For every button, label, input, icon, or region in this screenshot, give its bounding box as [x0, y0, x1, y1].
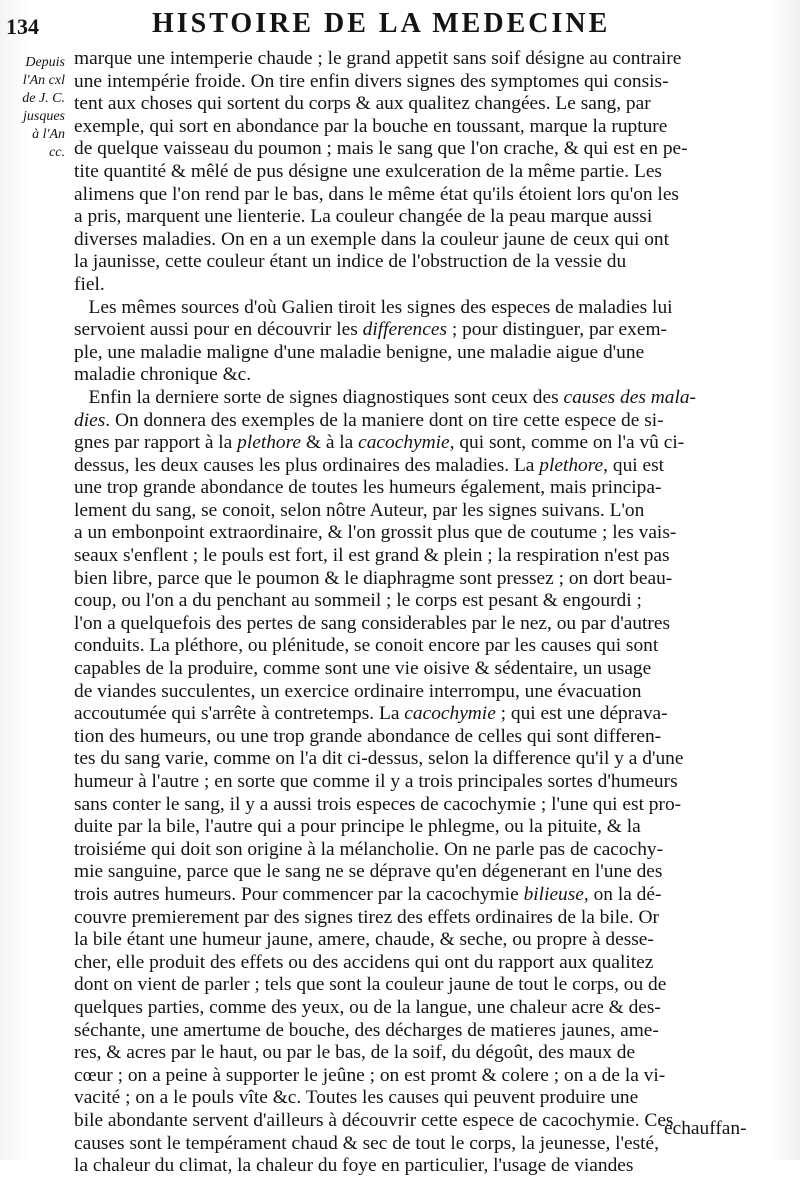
margin-note-line: cc.	[49, 145, 65, 160]
text-line	[74, 1020, 752, 1043]
text-run: une trop grande abondance de toutes les humeurs également, mais principa-	[74, 477, 662, 499]
italic-term: differences	[362, 319, 447, 341]
text-line	[74, 1087, 752, 1110]
text-line	[74, 116, 752, 139]
italic-term: dies	[74, 409, 106, 431]
text-run: sans conter le sang, il y a aussi trois especes de cacochymie ; l'une qui est pro-	[74, 793, 682, 815]
text-run: res, & acres par le haut, ou par le bas, de la soif, du dégoût, des maux de	[74, 1042, 636, 1064]
text-line	[74, 342, 752, 365]
text-run: , on la dé-	[583, 883, 662, 905]
catchword: échauffan-	[664, 1118, 747, 1139]
text-line	[74, 974, 752, 997]
text-line	[74, 251, 752, 274]
text-run: conduits. La pléthore, ou plénitude, se conoit encore par les causes qui sont	[74, 635, 659, 657]
text-line	[74, 545, 752, 568]
body-text	[74, 48, 752, 1178]
text-line	[74, 997, 752, 1020]
text-run: capables de la produire, comme sont une vie oisive & sédentaire, un usage	[74, 658, 652, 680]
text-run: & à la	[301, 432, 359, 454]
text-line	[74, 500, 752, 523]
text-run: une intempérie froide. On tire enfin divers signes des symptomes qui consis-	[74, 70, 669, 92]
text-line	[74, 1110, 752, 1133]
margin-note-line: de J. C.	[22, 91, 65, 106]
text-run: bile abondante servent d'ailleurs à découvrir cette espece de cacochymie. Ces	[74, 1109, 674, 1131]
text-line	[74, 590, 752, 613]
italic-term: cacochymie	[404, 703, 496, 725]
text-run: tite quantité & mêlé de pus désigne une exulceration de la même partie. Les	[74, 160, 662, 182]
text-line	[74, 364, 752, 387]
text-line	[74, 455, 752, 478]
text-line	[74, 658, 752, 681]
text-line	[74, 229, 752, 252]
italic-term: cacochymie	[358, 432, 450, 454]
text-run: tes du sang varie, comme on l'a dit ci-dessus, selon la difference qu'il y a d'une	[74, 748, 684, 770]
text-run: , qui sont, comme on l'a vû ci-	[449, 432, 685, 454]
text-line	[74, 477, 752, 500]
text-run: duite par la bile, l'autre qui a pour principe le phlegme, ou la pituite, & la	[74, 816, 641, 838]
text-run: , qui est	[603, 454, 665, 476]
text-line	[74, 635, 752, 658]
text-line	[74, 952, 752, 975]
text-line	[74, 161, 752, 184]
italic-term: bilieuse	[523, 883, 584, 905]
text-run: Les mêmes sources d'où Galien tiroit les signes des especes de maladies lui	[74, 296, 673, 318]
text-line	[74, 71, 752, 94]
text-line	[74, 703, 752, 726]
text-run: cœur ; on a peine à supporter le jeûne ; on est promt & colere ; on a de la vi-	[74, 1064, 666, 1086]
text-run: séchante, une amertume de bouche, des décharges de matieres jaunes, ame-	[74, 1019, 659, 1041]
text-run: ple, une maladie maligne d'une maladie benigne, une maladie aigue d'une	[74, 341, 645, 363]
text-run: troisiéme qui doit son origine à la mélancholie. On ne parle pas de cacochy-	[74, 838, 664, 860]
text-line	[74, 274, 752, 297]
text-run: tion des humeurs, ou une trop grande abondance de celles qui sont differen-	[74, 725, 662, 747]
text-line	[74, 929, 752, 952]
text-line	[74, 726, 752, 749]
text-line	[74, 568, 752, 591]
text-run: dessus, les deux causes les plus ordinaires des maladies. La	[74, 454, 540, 476]
text-line	[74, 613, 752, 636]
text-line	[74, 907, 752, 930]
text-run: la bile étant une humeur jaune, amere, chaude, & seche, ou propre à desse-	[74, 929, 654, 951]
text-line	[74, 297, 752, 320]
text-run: exemple, qui sort en abondance par la bouche en toussant, marque la rupture	[74, 115, 668, 137]
text-line	[74, 138, 752, 161]
text-line	[74, 839, 752, 862]
text-run: cher, elle produit des effets ou des accidens qui ont du rapport aux qualitez	[74, 951, 654, 973]
text-run: diverses maladies. On en a un exemple dans la couleur jaune de ceux qui ont	[74, 228, 669, 250]
text-run: mie sanguine, parce que le sang ne se déprave qu'en dégenerant en l'une des	[74, 861, 663, 883]
margin-note-line: Depuis	[25, 55, 65, 70]
text-line	[74, 387, 752, 410]
text-run: dont on vient de parler ; tels que sont la couleur jaune de tout le corps, ou de	[74, 974, 667, 996]
text-run: servoient aussi pour en découvrir les	[74, 319, 363, 341]
text-run: vacité ; on a le pouls vîte &c. Toutes les causes qui peuvent produire une	[74, 1087, 639, 1109]
text-run: la jaunisse, cette couleur étant un indice de l'obstruction de la vessie du	[74, 251, 627, 273]
text-run: lement du sang, se conoit, selon nôtre Auteur, par les signes suivans. L'on	[74, 499, 645, 521]
text-line	[74, 861, 752, 884]
text-run: marque une intemperie chaude ; le grand appetit sans soif désigne au contraire	[74, 48, 682, 69]
margin-note-line: jusques	[23, 109, 65, 124]
text-run: l'on a quelquefois des pertes de sang considerables par le nez, ou par d'autres	[74, 612, 671, 634]
page-number: 134	[6, 14, 39, 39]
text-run: seaux s'enflent ; le pouls est fort, il est grand & plein ; la respiration n'est pas	[74, 545, 670, 567]
text-line	[74, 206, 752, 229]
running-head	[6, 6, 766, 46]
text-line	[74, 48, 752, 71]
text-line	[74, 884, 752, 907]
text-run: la chaleur du climat, la chaleur du foye en particulier, l'usage de viandes	[74, 1155, 634, 1177]
text-line	[74, 794, 752, 817]
text-run: de viandes succulentes, un exercice ordinaire interrompu, une évacuation	[74, 680, 642, 702]
text-run: humeur à l'autre ; en sorte que comme il y a trois principales sortes d'humeurs	[74, 771, 678, 792]
text-line	[74, 681, 752, 704]
text-line	[74, 319, 752, 342]
text-run: a un embonpoint extraordinaire, & l'on grossit plus que de coutume ; les vais-	[74, 522, 677, 544]
text-run: quelques parties, comme des yeux, ou de la langue, une chaleur acre & des-	[74, 996, 661, 1018]
text-line	[74, 93, 752, 116]
text-run: alimens que l'on rend par le bas, dans le même état qu'ils étoient lors qu'on les	[74, 183, 679, 205]
text-run: trois autres humeurs. Pour commencer par la cacochymie	[74, 883, 524, 905]
text-run: . On donnera des exemples de la maniere dont on tire cette espece de si-	[105, 409, 664, 431]
text-line	[74, 432, 752, 455]
text-run: ; pour distinguer, par exem-	[447, 319, 667, 341]
italic-term: plethore	[539, 454, 604, 476]
text-run: a pris, marquent une lienterie. La couleur changée de la peau marque aussi	[74, 206, 653, 228]
text-line	[74, 1133, 752, 1156]
text-run: de quelque vaisseau du poumon ; mais le sang que l'on crache, & qui est en pe-	[74, 138, 688, 160]
text-run: bien libre, parce que le poumon & le diaphragme sont pressez ; on dort beau-	[74, 567, 673, 589]
text-line	[74, 1155, 752, 1178]
text-run: fiel.	[74, 273, 105, 295]
text-run: tent aux choses qui sortent du corps & aux qualitez changées. Le sang, par	[74, 93, 651, 115]
text-line	[74, 748, 752, 771]
text-run: Enfin la derniere sorte de signes diagnostiques sont ceux des	[74, 386, 564, 408]
margin-note	[3, 54, 65, 162]
text-run: maladie chronique &c.	[74, 364, 252, 386]
italic-term: plethore	[237, 432, 302, 454]
italic-term: causes des mala-	[563, 386, 696, 408]
margin-note-line: à l'An	[32, 127, 65, 142]
text-run: couvre premierement par des signes tirez des effets ordinaires de la bile. Or	[74, 906, 659, 928]
text-run: coup, ou l'on a du penchant au sommeil ; le corps est pesant & engourdi ;	[74, 590, 642, 612]
book-title: HISTOIRE DE LA MEDECINE	[152, 8, 611, 39]
text-run: gnes par rapport à la	[74, 432, 238, 454]
text-line	[74, 771, 752, 794]
text-line	[74, 410, 752, 433]
text-line	[74, 1042, 752, 1065]
margin-note-line: l'An cxl	[22, 73, 65, 88]
text-run: accoutumée qui s'arrête à contretemps. La	[74, 703, 405, 725]
text-line	[74, 184, 752, 207]
text-run: ; qui est une déprava-	[495, 703, 668, 725]
text-line	[74, 522, 752, 545]
text-run: causes sont le tempérament chaud & sec de tout le corps, la jeunesse, l'esté,	[74, 1132, 660, 1154]
text-line	[74, 816, 752, 839]
text-line	[74, 1065, 752, 1088]
